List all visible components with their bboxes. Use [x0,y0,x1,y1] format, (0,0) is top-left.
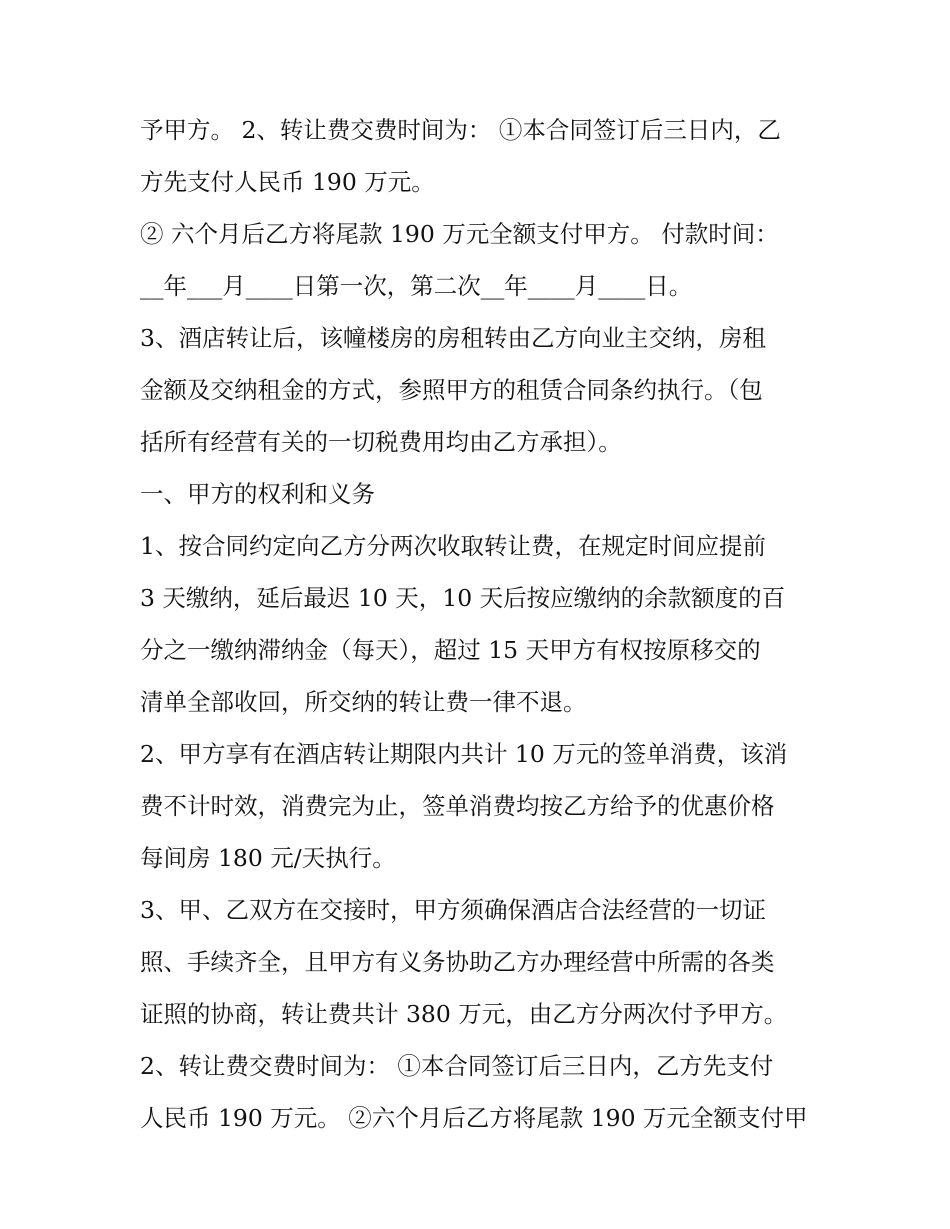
document-body [140,104,820,1144]
section-heading: 一、甲方的权利和义务 [140,480,375,508]
text-line: ② 六个月后乙方将尾款 190 万元全额支付甲方。 付款时间： [140,220,779,248]
text-line: 费不计时效，消费完为止，签单消费均按乙方给予的优惠价格 [140,792,775,820]
text-line: __年___月____日第一次，第二次__年____月____日。 [140,272,693,300]
text-line: 每间房 180 元/天执行。 [140,844,396,872]
text-line: 人民币 190 万元。 ②六个月后乙方将尾款 190 万元全额支付甲 [140,1104,808,1132]
text-line: 分之一缴纳滞纳金（每天），超过 15 天甲方有权按原移交的 [140,636,761,664]
text-line: 金额及交纳租金的方式，参照甲方的租赁合同条约执行。（包 [140,376,763,404]
text-line: 2、转让费交费时间为： ①本合同签订后三日内，乙方先支付 [140,1052,774,1080]
text-line: 3、酒店转让后，该幢楼房的房租转由乙方向业主交纳，房租 [140,324,766,352]
text-line: 方先支付人民币 190 万元。 [140,168,435,196]
text-line: 3 天缴纳，延后最迟 10 天，10 天后按应缴纳的余款额度的百 [140,584,786,612]
text-line: 2、甲方享有在酒店转让期限内共计 10 万元的签单消费，该消 [140,740,788,768]
text-line: 清单全部收回，所交纳的转让费一律不退。 [140,688,587,716]
text-line: 予甲方。 2、转让费交费时间为： ①本合同签订后三日内，乙 [140,116,781,144]
text-line: 3、甲、乙双方在交接时，甲方须确保酒店合法经营的一切证 [140,896,766,924]
text-line: 1、按合同约定向乙方分两次收取转让费，在规定时间应提前 [140,532,766,560]
text-line: 证照的协商，转让费共计 380 万元，由乙方分两次付予甲方。 [140,1000,788,1028]
text-line: 照、手续齐全，且甲方有义务协助乙方办理经营中所需的各类 [140,948,775,976]
text-line: 括所有经营有关的一切税费用均由乙方承担）。 [140,428,622,456]
